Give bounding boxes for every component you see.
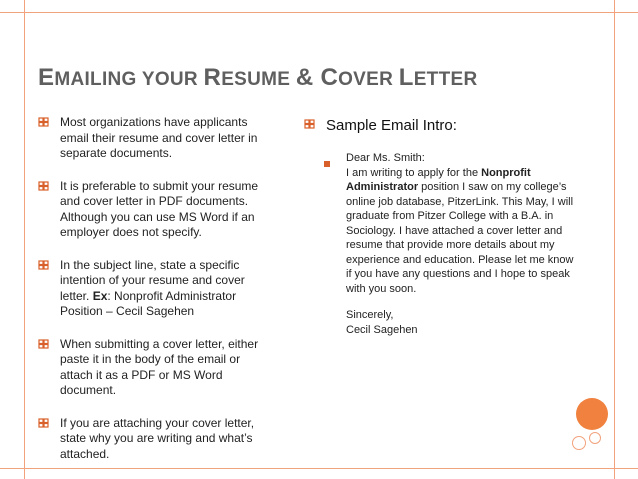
bullet-icon xyxy=(38,339,50,349)
small-circle-outline xyxy=(572,436,586,450)
list-item xyxy=(38,337,275,399)
left-border-line xyxy=(24,0,25,479)
bullet-icon xyxy=(38,260,50,270)
small-circle-outline xyxy=(589,432,601,444)
email-body: I am writing to apply for the Nonprofit Administrator position I saw on my college’s online job database, PitzerLink. This May, I will graduate from Pitzer College with a B.A. in Sociology. I have attached a cover letter and resume that provide more details about my experience and education. Please let me know if you have any questions and I hope to speak with you soon. xyxy=(346,166,574,295)
right-column xyxy=(304,117,576,337)
list-item-text: Most organizations have applicants email their resume and cover letter in separate documents. xyxy=(60,115,258,160)
orange-circle xyxy=(576,398,608,430)
email-signature: Cecil Sagehen xyxy=(346,323,418,336)
right-heading: Sample Email Intro: xyxy=(326,117,457,134)
sample-email xyxy=(324,151,576,337)
list-item xyxy=(38,115,275,162)
email-greeting: Dear Ms. Smith: xyxy=(346,152,425,164)
list-item xyxy=(38,258,275,320)
left-bullet-list xyxy=(38,115,275,479)
list-item-text: When submitting a cover letter, either paste it in the body of the email or attach it as a PDF or MS Word document. xyxy=(60,336,259,397)
slide-title: EMAILING YOUR RESUME & COVER LETTER xyxy=(38,64,478,91)
list-item-text: In the subject line, state a specific intention of your resume and cover letter. Ex: Nonprofit Administrator Position – Cecil Sagehen xyxy=(60,257,245,318)
list-item-text: It is preferable to submit your resume and cover letter in PDF documents. Although you can use MS Word if an employer does not specify. xyxy=(60,178,259,239)
square-bullet-icon xyxy=(324,154,330,160)
list-item xyxy=(38,416,275,463)
email-closing: Sincerely, xyxy=(346,309,394,321)
bullet-icon xyxy=(304,119,316,129)
list-item xyxy=(38,179,275,241)
bullet-icon xyxy=(38,117,50,127)
bullet-icon xyxy=(38,418,50,428)
list-item xyxy=(304,117,576,135)
top-border-line xyxy=(0,12,638,13)
list-item-text: If you are attaching your cover letter, state why you are writing and what’s attached. xyxy=(60,415,255,461)
bullet-icon xyxy=(38,181,50,191)
right-border-line xyxy=(614,0,615,479)
